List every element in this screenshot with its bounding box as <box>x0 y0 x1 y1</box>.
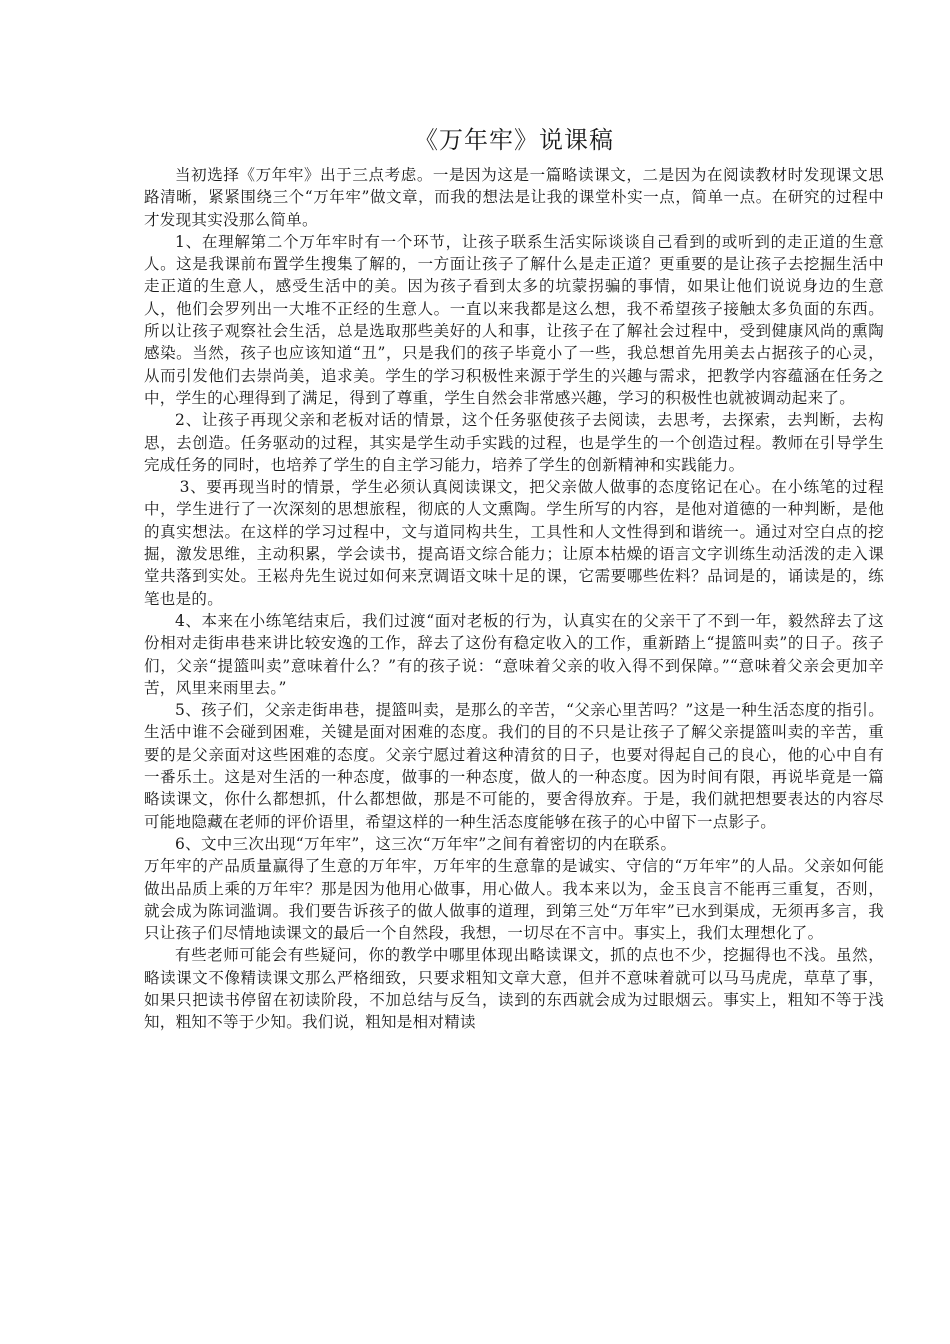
document-page <box>144 120 884 1034</box>
document-title: 《万年牢》说课稿 <box>414 126 614 154</box>
paragraph-point-1: 1、在理解第二个万年牢时有一个环节，让孩子联系生活实际谈谈自己看到的或听到的走正道的生意人。这是我课前布置学生搜集了解的，一方面让孩子了解什么是走正道？更重要的是让孩子去挖掘生活中走正道的生意人，感受生活中的美。因为孩子看到太多的坑蒙拐骗的事情，如果让他们说说身边的生意人，他们会罗列出一大堆不正经的生意人。一直以来我都是这么想，我不希望孩子接触太多负面的东西。所以让孩子观察社会生活，总是选取那些美好的人和事，让孩子在了解社会过程中，受到健康风尚的熏陶感染。当然，孩子也应该知道“丑”，只是我们的孩子毕竟小了一些，我总想首先用美去占据孩子的心灵，从而引发他们去崇尚美，追求美。学生的学习积极性来源于学生的兴趣与需求，把教学内容蕴涵在任务之中，学生的心理得到了满足，得到了尊重，学生自然会非常感兴趣，学习的积极性也就被调动起来了。 <box>144 232 884 407</box>
paragraph-point-6-continued: 万年牢的产品质量赢得了生意的万年牢，万年牢的生意靠的是诚实、守信的“万年牢”的人品。父亲如何能做出品质上乘的万年牢？那是因为他用心做事，用心做人。我本来以为，金玉良言不能再三重复，否则，就会成为陈词滥调。我们要告诉孩子的做人做事的道理，到第三处“万年牢”已水到渠成，无须再多言，我只让孩子们尽情地读课文的最后一个自然段，我想，一切尽在不言中。事实上，我们太理想化了。 <box>144 857 884 943</box>
paragraph-point-4: 4、本来在小练笔结束后，我们过渡“面对老板的行为，认真实在的父亲干了不到一年，毅然辞去了这份相对走街串巷来讲比较安逸的工作，辞去了这份有稳定收入的工作，重新踏上“提篮叫卖”的日子。孩子们，父亲“提篮叫卖”意味着什么？”有的孩子说：“意味着父亲的收入得不到保障。”“意味着父亲会更加辛苦，风里来雨里去。” <box>144 611 884 697</box>
paragraph-point-2: 2、让孩子再现父亲和老板对话的情景，这个任务驱使孩子去阅读，去思考，去探索，去判断，去构思，去创造。任务驱动的过程，其实是学生动手实践的过程，也是学生的一个创造过程。教师在引导学生完成任务的同时，也培养了学生的自主学习能力，培养了学生的创新精神和实践能力。 <box>144 411 884 474</box>
paragraph-point-6: 6、文中三次出现“万年牢”，这三次“万年牢”之间有着密切的内在联系。 <box>175 834 677 853</box>
paragraph-closing: 有些老师可能会有些疑问，你的教学中哪里体现出略读课文，抓的点也不少，挖掘得也不浅。虽然，略读课文不像精读课文那么严格细致，只要求粗知文章大意，但并不意味着就可以马马虎虎，草草了事，如果只把读书停留在初读阶段，不加总结与反刍，读到的东西就会成为过眼烟云。事实上，粗知不等于浅知，粗知不等于少知。我们说，粗知是相对精读 <box>144 946 884 1032</box>
paragraph-point-3: 3、要再现当时的情景，学生必须认真阅读课文，把父亲做人做事的态度铭记在心。在小练笔的过程中，学生进行了一次深刻的思想旅程，彻底的人文熏陶。学生所写的内容，是他对道德的一种判断，是他的真实想法。在这样的学习过程中，文与道同构共生，工具性和人文性得到和谐统一。通过对空白点的挖掘，激发思维，主动积累，学会读书，提高语文综合能力；让原本枯燥的语言文字训练生动活泼的走入课堂共落到实处。王崧舟先生说过如何来烹调语文味十足的课，它需要哪些佐料？品词是的，诵读是的，练笔也是的。 <box>144 478 884 608</box>
paragraph-intro: 当初选择《万年牢》出于三点考虑。一是因为这是一篇略读课文，二是因为在阅读教材时发现课文思路清晰，紧紧围绕三个“万年牢”做文章，而我的想法是让我的课堂朴实一点，简单一点。在研究的过程中才发现其实没那么简单。 <box>144 166 884 229</box>
paragraph-point-5: 5、孩子们，父亲走街串巷，提篮叫卖，是那么的辛苦，“父亲心里苦吗？”这是一种生活态度的指引。生活中谁不会碰到困难，关键是面对困难的态度。我们的目的不只是让孩子了解父亲提篮叫卖的辛苦，重要的是父亲面对这些困难的态度。父亲宁愿过着这种清贫的日子，也要对得起自己的良心，他的心中自有一番乐土。这是对生活的一种态度，做事的一种态度，做人的一种态度。因为时间有限，再说毕竟是一篇略读课文，你什么都想抓，什么都想做，那是不可能的，要舍得放弃。于是，我们就把想要表达的内容尽可能地隐藏在老师的评价语里，希望这样的一种生活态度能够在孩子的心中留下一点影子。 <box>144 701 884 831</box>
